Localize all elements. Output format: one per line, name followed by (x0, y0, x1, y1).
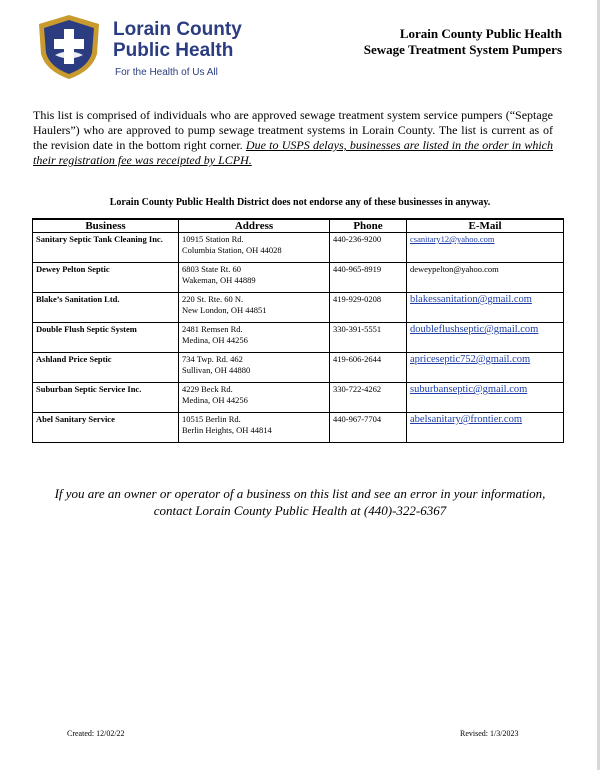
phone: 419-929-0208 (330, 293, 407, 323)
business-name: Suburban Septic Service Inc. (33, 383, 179, 413)
business-name: Sanitary Septic Tank Cleaning Inc. (33, 233, 179, 263)
address-city: Medina, OH 44256 (182, 395, 248, 405)
shield-cross-icon (37, 14, 101, 80)
table-row (33, 353, 564, 383)
business-name: Double Flush Septic System (33, 323, 179, 353)
pumpers-table (32, 218, 564, 443)
email-text: deweypelton@yahoo.com (410, 264, 499, 274)
intro-paragraph (33, 108, 553, 168)
header-phone: Phone (330, 219, 407, 233)
lcph-logo (37, 14, 242, 84)
email-link[interactable]: doubleflushseptic@gmail.com (410, 324, 539, 335)
address (179, 413, 330, 443)
phone: 440-965-8919 (330, 263, 407, 293)
header-email: E-Mail (407, 219, 564, 233)
address-city: Sullivan, OH 44880 (182, 365, 251, 375)
logo-tagline: For the Health of Us All (115, 67, 218, 78)
business-name: Dewey Pelton Septic (33, 263, 179, 293)
email-cell (407, 353, 564, 383)
address-city: Wakeman, OH 44889 (182, 275, 256, 285)
error-contact-notice (0, 485, 600, 519)
disclaimer: Lorain County Public Health District does not endorse any of these businesses in anyway. (109, 197, 491, 208)
email-cell (407, 233, 564, 263)
address (179, 383, 330, 413)
address-city: Berlin Heights, OH 44814 (182, 425, 272, 435)
business-name: Abel Sanitary Service (33, 413, 179, 443)
email-link[interactable]: csanitary12@yahoo.com (410, 234, 495, 244)
address-street: 10915 Station Rd. (182, 234, 244, 244)
phone: 330-722-4262 (330, 383, 407, 413)
email-cell (407, 263, 564, 293)
intro-text: This list is comprised of individuals who are approved sewage treatment system service pumpers (“Septage Haulers”) who are approved to pump sewage treatment systems in Lorain County. The list is current as of the revision date in the bottom right corner. (33, 108, 553, 152)
address (179, 233, 330, 263)
email-link[interactable]: apriceseptic752@gmail.com (410, 354, 531, 365)
phone: 440-967-7704 (330, 413, 407, 443)
address-city: Columbia Station, OH 44028 (182, 245, 282, 255)
notice-line1: If you are an owner or operator of a business on this list and see an error in your information, (54, 486, 546, 501)
email-cell (407, 323, 564, 353)
email-cell (407, 383, 564, 413)
header-address: Address (179, 219, 330, 233)
header-business: Business (33, 219, 179, 233)
phone: 330-391-5551 (330, 323, 407, 353)
address (179, 263, 330, 293)
address-city: New London, OH 44851 (182, 305, 267, 315)
email-link[interactable]: suburbanseptic@gmail.com (410, 384, 528, 395)
address (179, 293, 330, 323)
address-street: 2481 Remsen Rd. (182, 324, 243, 334)
business-name: Ashland Price Septic (33, 353, 179, 383)
table-row (33, 263, 564, 293)
table-row (33, 323, 564, 353)
logo-title-line1: Lorain County (113, 19, 242, 40)
email-cell (407, 413, 564, 443)
intro-emphasis: Due to USPS delays, businesses are listed in the order in which their registration fee was receipted by LCPH. (33, 138, 553, 167)
business-name: Blake’s Sanitation Ltd. (33, 293, 179, 323)
phone: 419-606-2644 (330, 353, 407, 383)
email-link[interactable]: abelsanitary@frontier.com (410, 414, 523, 425)
address (179, 353, 330, 383)
email-cell (407, 293, 564, 323)
created-date: Created: 12/02/22 (67, 729, 125, 738)
document-title (364, 26, 562, 58)
title-line2: Sewage Treatment System Pumpers (363, 42, 562, 57)
email-link[interactable]: blakessanitation@gmail.com (410, 294, 532, 305)
table-row (33, 383, 564, 413)
notice-line2: contact Lorain County Public Health at (440)-322-6367 (153, 503, 447, 518)
address-street: 10515 Berlin Rd. (182, 414, 241, 424)
address-street: 4229 Beck Rd. (182, 384, 233, 394)
address-street: 220 St. Rte. 60 N. (182, 294, 244, 304)
table-row (33, 233, 564, 263)
address (179, 323, 330, 353)
revised-date: Revised: 1/3/2023 (460, 729, 519, 738)
table-row (33, 413, 564, 443)
address-city: Medina, OH 44256 (182, 335, 248, 345)
table-header-row (33, 219, 564, 233)
table-row (33, 293, 564, 323)
phone: 440-236-9200 (330, 233, 407, 263)
logo-title-line2: Public Health (113, 40, 234, 61)
address-street: 6803 State Rt. 60 (182, 264, 242, 274)
address-street: 734 Twp. Rd. 462 (182, 354, 243, 364)
title-line1: Lorain County Public Health (399, 26, 562, 41)
